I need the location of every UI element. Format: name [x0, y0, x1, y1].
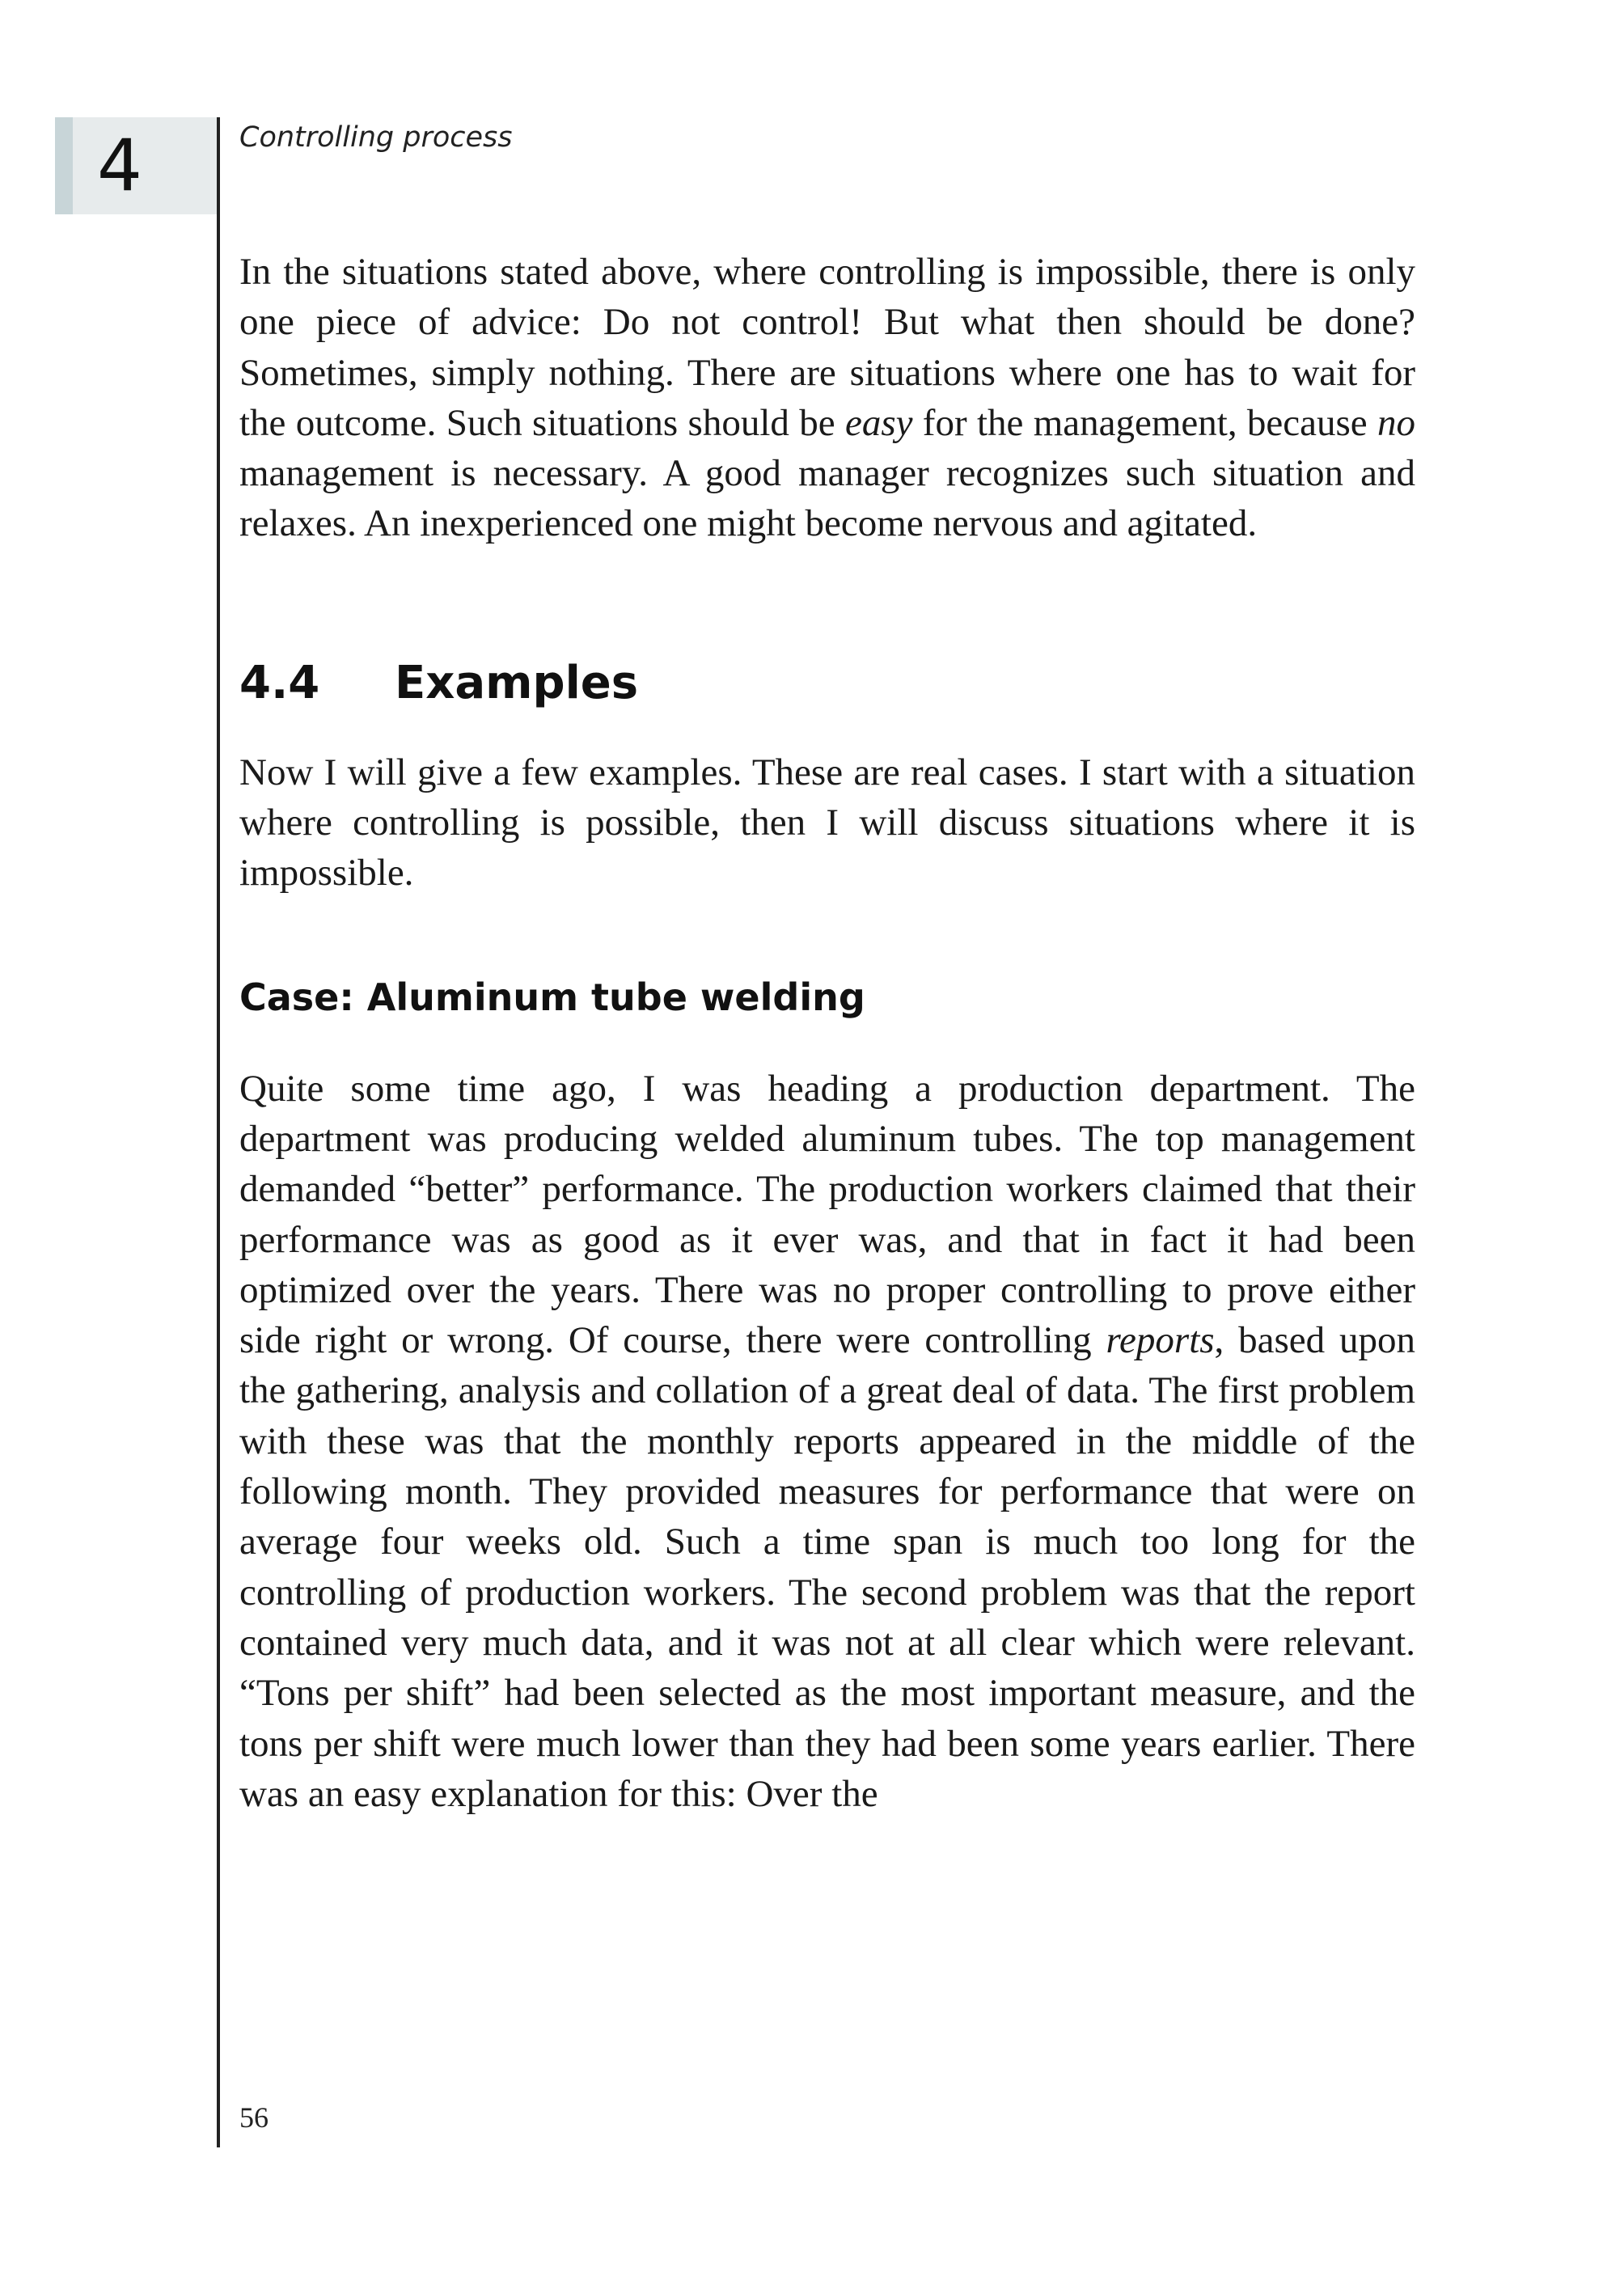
- text-run: Quite some time ago, I was heading a production department. The department was producing welded aluminum tubes. The top management demanded “better” performance. The production workers claimed that their performance was as good as it ever was, and that in fact it had been optimized over the years. There was no proper controlling to prove either side right or wrong. Of course, there were controlling: [239, 1067, 1415, 1362]
- section-number: 4.4: [239, 656, 320, 709]
- paragraph-case: [239, 1064, 1415, 1819]
- emphasis-reports: reports: [1106, 1319, 1215, 1362]
- paragraph-examples: Now I will give a few examples. These are real cases. I start with a situation where controlling is possible, then I will discuss situations where it is impossible.: [239, 751, 1415, 895]
- case-heading: Case: Aluminum tube welding: [239, 975, 865, 1019]
- running-header: Controlling process: [239, 121, 513, 154]
- chapter-tab-accent: [55, 117, 73, 214]
- section-heading: [239, 654, 1415, 713]
- text-run: for the management, because: [912, 401, 1378, 444]
- page-content: [239, 247, 1415, 1819]
- section-title: Examples: [395, 656, 639, 709]
- text-run: , based upon the gathering, analysis and collation of a great deal of data. The first problem with these was that the monthly reports appeared in the middle of the following month. They provided measures for performance that were on average four weeks old. Such a time span is much too long for the controlling of production workers. The second problem was that the report contained very much data, and it was not at all clear which were relevant. “Tons per shift” had been selected as the most important measure, and the tons per shift were much lower than they had been some years earlier. There was an easy explanation for this: Over the: [239, 1319, 1415, 1815]
- margin-rule: [217, 117, 220, 2147]
- page-number: 56: [239, 2101, 269, 2134]
- emphasis-easy: easy: [844, 401, 913, 444]
- text-run: management is necessary. A good manager recognizes such situation and relaxes. An inexperienced one might become nervous and agitated.: [239, 452, 1415, 545]
- paragraph-intro: [239, 247, 1415, 549]
- chapter-number: 4: [97, 124, 142, 207]
- text-run: In the situations stated above, where controlling is impossible, there is only one piece of advice: Do not control! But what then should be done? Sometimes, simply nothing. There are situations where one has to wait for the outcome. Such situations should be: [239, 251, 1415, 444]
- emphasis-no: no: [1377, 401, 1416, 444]
